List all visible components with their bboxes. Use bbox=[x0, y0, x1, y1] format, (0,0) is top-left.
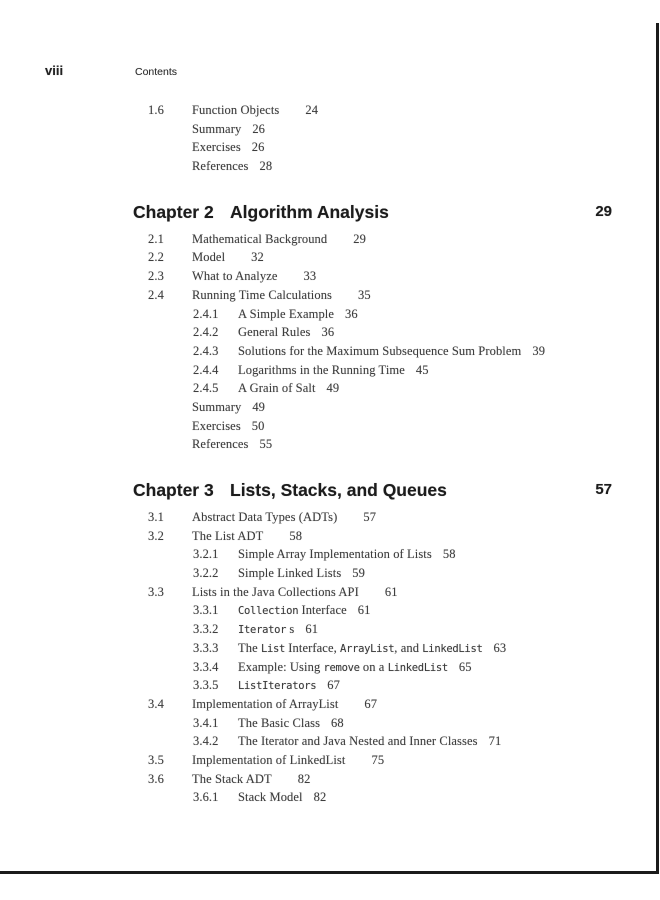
section-number: 2.4.1 bbox=[193, 306, 219, 321]
toc-entry-row bbox=[0, 676, 660, 695]
section-number: 3.3.5 bbox=[193, 678, 219, 693]
section-number: 3.3.3 bbox=[193, 640, 219, 655]
code-term: LinkedList bbox=[387, 661, 448, 674]
toc-entry-row bbox=[0, 157, 660, 176]
section-number: 3.4.1 bbox=[193, 715, 219, 730]
section-number: 3.3.2 bbox=[193, 622, 219, 637]
entry-title: A Simple Example bbox=[238, 306, 335, 321]
code-term: LinkedList bbox=[422, 642, 483, 655]
entry-title: Summary bbox=[192, 399, 242, 414]
entry-title: Implementation of ArrayList bbox=[192, 696, 339, 711]
entry-title: Exercises bbox=[192, 140, 241, 155]
entry-title: The Iterator and Java Nested and Inner Classes bbox=[238, 734, 478, 749]
entry-title: Running Time Calculations bbox=[192, 287, 333, 302]
entry-title: Collection Interface bbox=[238, 603, 347, 618]
entry-title: Lists in the Java Collections API bbox=[192, 584, 359, 599]
section-number: 3.6.1 bbox=[193, 790, 219, 805]
toc-entry-row bbox=[0, 658, 660, 677]
page-number: 82 bbox=[313, 790, 327, 805]
entry-title: Iterator s bbox=[238, 622, 295, 637]
code-term: List bbox=[260, 642, 286, 655]
page-edge-rule-right bbox=[656, 23, 659, 873]
toc-entry-row bbox=[0, 545, 660, 564]
page-number: 63 bbox=[493, 640, 507, 655]
code-term: remove bbox=[323, 661, 360, 674]
section-number: 2.3 bbox=[148, 269, 164, 284]
entry-title: The List Interface, ArrayList, and LinkedList bbox=[238, 640, 483, 655]
section-number: 2.4.5 bbox=[193, 381, 219, 396]
toc-entry-row bbox=[0, 695, 660, 714]
section-number: 2.1 bbox=[148, 231, 164, 246]
page-edge-rule-bottom bbox=[0, 871, 659, 874]
section-number: 2.4.4 bbox=[193, 362, 219, 377]
toc-entry-row bbox=[0, 267, 660, 286]
toc-entry-row bbox=[0, 342, 660, 361]
page-number: 82 bbox=[297, 771, 311, 786]
entry-title: Abstract Data Types (ADTs) bbox=[192, 510, 338, 524]
page-number: 67 bbox=[327, 678, 340, 693]
entry-title: The List ADT bbox=[192, 528, 264, 543]
page-number: 36 bbox=[321, 325, 335, 340]
toc-entry-row bbox=[0, 770, 660, 789]
page-number: 59 bbox=[352, 566, 365, 581]
section-number: 3.2 bbox=[148, 528, 164, 543]
chapter-row bbox=[0, 200, 660, 224]
page-number: 35 bbox=[358, 287, 371, 302]
toc-entry-row bbox=[0, 435, 660, 454]
running-head: Contents bbox=[135, 66, 178, 78]
page-number: 75 bbox=[371, 752, 385, 767]
section-number: 3.6 bbox=[148, 771, 164, 786]
toc-entry-row bbox=[0, 508, 660, 527]
entry-title: Stack Model bbox=[238, 790, 303, 805]
toc-entry-row bbox=[0, 620, 660, 639]
entry-title: What to Analyze bbox=[192, 269, 278, 284]
page-number: 58 bbox=[289, 528, 303, 543]
entry-title: Exercises bbox=[192, 418, 241, 433]
section-number: 3.3.4 bbox=[193, 659, 219, 674]
page-number: 29 bbox=[353, 231, 366, 246]
entry-title bbox=[238, 678, 316, 692]
section-number: 2.4 bbox=[148, 287, 164, 302]
toc-entry-row bbox=[0, 788, 660, 807]
page-number: 28 bbox=[259, 159, 273, 174]
section-number: 3.3 bbox=[148, 584, 164, 599]
entry-title: Simple Linked Lists bbox=[238, 566, 342, 581]
code-term: Collection bbox=[238, 605, 299, 618]
toc-entry-row bbox=[0, 417, 660, 436]
entry-title: Implementation of LinkedList bbox=[192, 752, 346, 767]
page-number: 57 bbox=[363, 510, 377, 524]
toc-entry-row bbox=[0, 286, 660, 305]
entry-title: References bbox=[192, 159, 249, 174]
page-folio: viii bbox=[45, 63, 64, 78]
page-number: 26 bbox=[252, 121, 266, 136]
page-number: 61 bbox=[305, 622, 319, 637]
entry-title: The Stack ADT bbox=[192, 771, 272, 786]
page-number: 58 bbox=[442, 547, 456, 562]
section-number: 2.4.3 bbox=[193, 343, 219, 358]
page-number: 32 bbox=[251, 250, 264, 265]
code-term: Iterator bbox=[238, 624, 287, 637]
entry-title: Function Objects bbox=[192, 103, 280, 117]
page-number: 65 bbox=[458, 659, 472, 674]
toc-entry-row bbox=[0, 583, 660, 602]
section-number: 3.1 bbox=[148, 510, 164, 524]
toc-entry-row bbox=[0, 323, 660, 342]
toc-entry-row bbox=[0, 101, 660, 120]
toc-entry-row bbox=[0, 601, 660, 620]
section-number: 2.2 bbox=[148, 250, 164, 265]
page-number: 55 bbox=[259, 437, 273, 452]
toc-list bbox=[0, 101, 660, 807]
section-number: 3.4.2 bbox=[193, 734, 219, 749]
entry-title: Logarithms in the Running Time bbox=[238, 362, 405, 377]
toc-entry-row bbox=[0, 732, 660, 751]
chapter-page-number: 29 bbox=[595, 202, 612, 220]
chapter-page-number: 57 bbox=[595, 481, 612, 498]
section-number: 3.5 bbox=[148, 752, 164, 767]
code-term: ArrayList bbox=[340, 642, 395, 655]
toc-entry-row bbox=[0, 138, 660, 157]
toc-entry-row bbox=[0, 230, 660, 249]
entry-title: References bbox=[192, 437, 249, 452]
section-number: 3.3.1 bbox=[193, 603, 219, 618]
entry-title: Solutions for the Maximum Subsequence Sum Problem bbox=[238, 343, 522, 358]
page-number: 36 bbox=[345, 306, 358, 321]
page-number: 68 bbox=[331, 715, 344, 730]
page-number: 26 bbox=[251, 140, 265, 155]
page-number: 50 bbox=[251, 418, 265, 433]
page-number: 71 bbox=[488, 734, 502, 749]
entry-title: The Basic Class bbox=[238, 715, 321, 730]
page-number: 49 bbox=[326, 381, 340, 396]
code-term: ListIterators bbox=[238, 680, 317, 693]
page-number: 24 bbox=[305, 103, 319, 117]
entry-title: Example: Using remove on a LinkedList bbox=[238, 659, 448, 674]
entry-title: General Rules bbox=[238, 325, 311, 340]
entry-title: Model bbox=[192, 250, 226, 265]
toc-entry-row bbox=[0, 120, 660, 139]
entry-title: Summary bbox=[192, 121, 242, 136]
toc-entry-row bbox=[0, 564, 660, 583]
toc-entry-row bbox=[0, 714, 660, 733]
entry-title: Mathematical Background bbox=[192, 231, 328, 246]
page-number: 39 bbox=[532, 343, 546, 358]
toc-entry-row bbox=[0, 248, 660, 267]
section-number: 2.4.2 bbox=[193, 325, 219, 340]
page-number: 45 bbox=[415, 362, 429, 377]
chapter-title: Algorithm Analysis bbox=[230, 201, 389, 222]
page-number: 61 bbox=[357, 603, 371, 618]
chapter-title: Lists, Stacks, and Queues bbox=[230, 480, 447, 500]
section-number: 3.4 bbox=[148, 696, 164, 711]
toc-entry-row bbox=[0, 639, 660, 658]
entry-title: A Grain of Salt bbox=[238, 381, 316, 396]
toc-entry-row bbox=[0, 398, 660, 417]
chapter-number: Chapter 3 bbox=[133, 480, 214, 500]
page-number: 33 bbox=[303, 269, 317, 284]
toc-entry-row bbox=[0, 527, 660, 546]
toc-entry-row bbox=[0, 379, 660, 398]
section-number: 1.6 bbox=[148, 103, 164, 117]
section-number: 3.2.1 bbox=[193, 547, 219, 562]
page-number: 49 bbox=[252, 399, 266, 414]
page-number: 67 bbox=[364, 696, 378, 711]
page-number: 61 bbox=[384, 584, 398, 599]
toc-entry-row bbox=[0, 305, 660, 324]
toc-entry-row bbox=[0, 361, 660, 380]
section-number: 3.2.2 bbox=[193, 566, 219, 581]
entry-title: Simple Array Implementation of Lists bbox=[238, 547, 432, 562]
chapter-number: Chapter 2 bbox=[133, 201, 214, 222]
toc-entry-row bbox=[0, 751, 660, 770]
chapter-row bbox=[0, 478, 660, 502]
